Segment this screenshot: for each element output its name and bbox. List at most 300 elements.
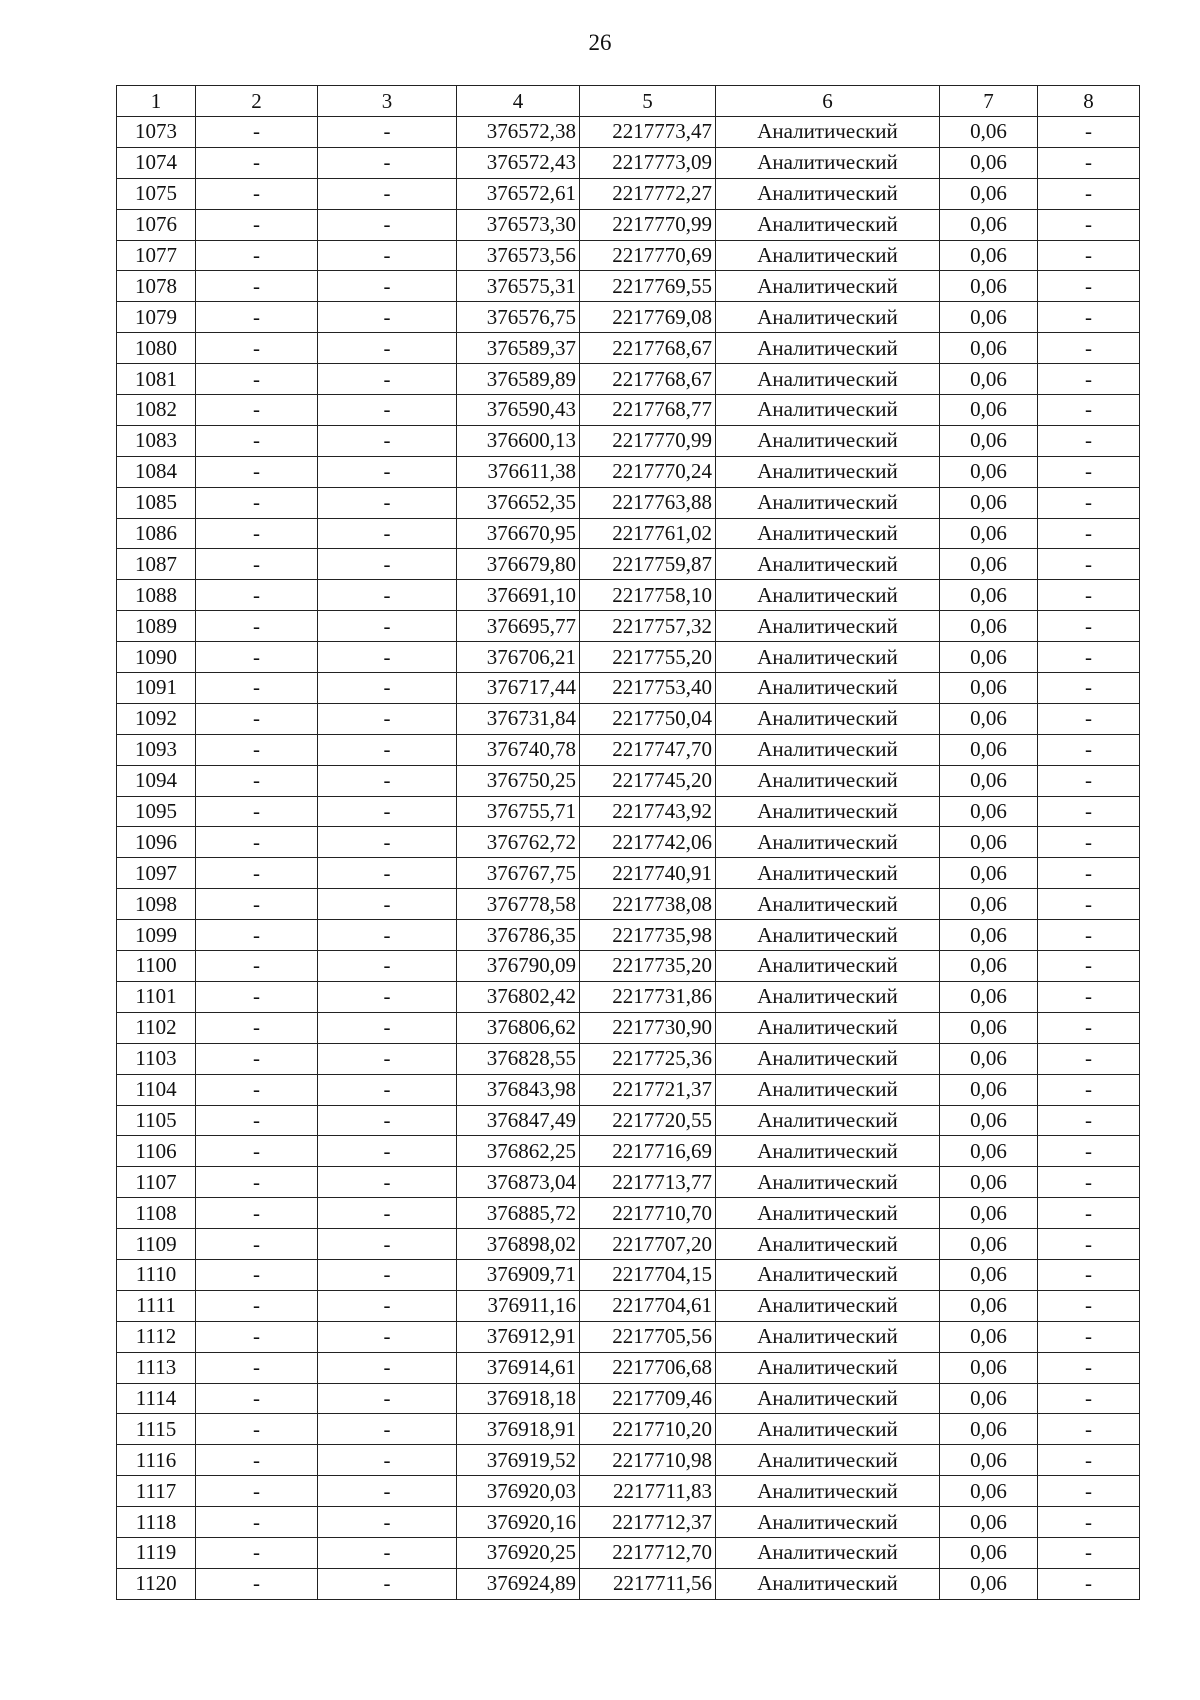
table-cell-col-7: 0,06 [940,487,1038,518]
table-cell-col-4: 376706,21 [457,642,580,673]
table-cell-col-7: 0,06 [940,1476,1038,1507]
table-cell-col-6: Аналитический [716,1229,940,1260]
table-cell-col-8: - [1038,1321,1140,1352]
column-header-8: 8 [1038,86,1140,117]
table-cell-col-8: - [1038,456,1140,487]
table-cell-col-5: 2217716,69 [580,1136,716,1167]
table-cell-col-8: - [1038,981,1140,1012]
table-cell-col-7: 0,06 [940,178,1038,209]
table-cell-col-6: Аналитический [716,395,940,426]
table-cell-col-7: 0,06 [940,395,1038,426]
table-cell-col-6: Аналитический [716,734,940,765]
table-header [117,86,1140,117]
table-cell-col-8: - [1038,1136,1140,1167]
table-cell-col-5: 2217707,20 [580,1229,716,1260]
table-cell-col-7: 0,06 [940,1383,1038,1414]
table-cell-col-1: 1097 [117,858,196,889]
table-cell-col-5: 2217770,69 [580,240,716,271]
table-row [117,1476,1140,1507]
table-cell-col-5: 2217713,77 [580,1167,716,1198]
table-cell-col-6: Аналитический [716,580,940,611]
table-cell-col-6: Аналитический [716,951,940,982]
table-cell-col-1: 1100 [117,951,196,982]
table-cell-col-1: 1106 [117,1136,196,1167]
table-cell-col-2: - [196,951,318,982]
table-row [117,271,1140,302]
table-cell-col-4: 376652,35 [457,487,580,518]
table-cell-col-6: Аналитический [716,611,940,642]
table-cell-col-5: 2217743,92 [580,796,716,827]
table-cell-col-3: - [318,364,457,395]
column-header-5: 5 [580,86,716,117]
table-cell-col-2: - [196,1105,318,1136]
table-cell-col-6: Аналитический [716,827,940,858]
table-cell-col-6: Аналитический [716,117,940,148]
table-cell-col-1: 1080 [117,333,196,364]
table-cell-col-2: - [196,642,318,673]
table-cell-col-6: Аналитический [716,920,940,951]
table-cell-col-1: 1073 [117,117,196,148]
table-cell-col-2: - [196,147,318,178]
table-cell-col-7: 0,06 [940,889,1038,920]
table-cell-col-2: - [196,889,318,920]
table-row [117,302,1140,333]
table-cell-col-5: 2217770,24 [580,456,716,487]
table-cell-col-7: 0,06 [940,1043,1038,1074]
table-row [117,1414,1140,1445]
table-cell-col-3: - [318,611,457,642]
table-cell-col-8: - [1038,1290,1140,1321]
table-cell-col-8: - [1038,1259,1140,1290]
table-cell-col-6: Аналитический [716,858,940,889]
table-cell-col-4: 376679,80 [457,549,580,580]
table-cell-col-1: 1088 [117,580,196,611]
table-row [117,1043,1140,1074]
table-cell-col-2: - [196,1198,318,1229]
table-cell-col-6: Аналитический [716,178,940,209]
table-cell-col-7: 0,06 [940,1352,1038,1383]
table-row [117,1136,1140,1167]
table-cell-col-4: 376572,43 [457,147,580,178]
table-cell-col-5: 2217773,09 [580,147,716,178]
table-cell-col-3: - [318,549,457,580]
table-cell-col-2: - [196,240,318,271]
table-row [117,456,1140,487]
table-cell-col-4: 376790,09 [457,951,580,982]
table-cell-col-4: 376576,75 [457,302,580,333]
table-cell-col-4: 376898,02 [457,1229,580,1260]
table-cell-col-5: 2217735,98 [580,920,716,951]
table-cell-col-4: 376670,95 [457,518,580,549]
column-header-3: 3 [318,86,457,117]
table-cell-col-4: 376590,43 [457,395,580,426]
table-cell-col-2: - [196,1136,318,1167]
coordinates-table [116,85,1140,1600]
table-row [117,889,1140,920]
table-cell-col-6: Аналитический [716,209,940,240]
table-cell-col-8: - [1038,1167,1140,1198]
table-cell-col-4: 376920,03 [457,1476,580,1507]
table-row [117,734,1140,765]
table-cell-col-1: 1120 [117,1568,196,1599]
table-cell-col-1: 1115 [117,1414,196,1445]
table-cell-col-3: - [318,1105,457,1136]
table-cell-col-6: Аналитический [716,1383,940,1414]
table-cell-col-6: Аналитический [716,1321,940,1352]
table-cell-col-1: 1118 [117,1507,196,1538]
table-cell-col-7: 0,06 [940,147,1038,178]
table-cell-col-4: 376843,98 [457,1074,580,1105]
table-cell-col-1: 1081 [117,364,196,395]
table-cell-col-3: - [318,889,457,920]
table-cell-col-5: 2217710,20 [580,1414,716,1445]
table-cell-col-2: - [196,734,318,765]
table-cell-col-1: 1093 [117,734,196,765]
table-cell-col-7: 0,06 [940,117,1038,148]
table-cell-col-4: 376778,58 [457,889,580,920]
table-cell-col-8: - [1038,271,1140,302]
table-row [117,673,1140,704]
table-cell-col-5: 2217750,04 [580,703,716,734]
table-cell-col-5: 2217755,20 [580,642,716,673]
table-cell-col-7: 0,06 [940,518,1038,549]
table-cell-col-3: - [318,580,457,611]
table-cell-col-5: 2217745,20 [580,765,716,796]
table-cell-col-8: - [1038,518,1140,549]
table-cell-col-6: Аналитический [716,1445,940,1476]
column-header-1: 1 [117,86,196,117]
table-row [117,1229,1140,1260]
table-cell-col-4: 376828,55 [457,1043,580,1074]
table-cell-col-3: - [318,951,457,982]
table-cell-col-6: Аналитический [716,1043,940,1074]
table-cell-col-3: - [318,1167,457,1198]
table-cell-col-8: - [1038,734,1140,765]
table-cell-col-2: - [196,920,318,951]
table-cell-col-6: Аналитический [716,765,940,796]
table-cell-col-7: 0,06 [940,1136,1038,1167]
table-cell-col-3: - [318,642,457,673]
table-cell-col-1: 1082 [117,395,196,426]
table-cell-col-2: - [196,271,318,302]
table-cell-col-3: - [318,178,457,209]
table-cell-col-6: Аналитический [716,271,940,302]
table-cell-col-7: 0,06 [940,425,1038,456]
table-row [117,1259,1140,1290]
table-cell-col-7: 0,06 [940,364,1038,395]
table-cell-col-8: - [1038,1445,1140,1476]
table-cell-col-2: - [196,1507,318,1538]
table-cell-col-3: - [318,827,457,858]
table-cell-col-5: 2217704,61 [580,1290,716,1321]
table-cell-col-8: - [1038,1507,1140,1538]
table-cell-col-2: - [196,209,318,240]
table-cell-col-8: - [1038,549,1140,580]
table-row [117,178,1140,209]
table-cell-col-5: 2217768,67 [580,364,716,395]
table-cell-col-4: 376918,18 [457,1383,580,1414]
table-cell-col-2: - [196,333,318,364]
table-cell-col-8: - [1038,1105,1140,1136]
table-cell-col-2: - [196,395,318,426]
table-cell-col-8: - [1038,920,1140,951]
table-cell-col-1: 1102 [117,1012,196,1043]
table-cell-col-3: - [318,1198,457,1229]
table-cell-col-6: Аналитический [716,889,940,920]
table-cell-col-3: - [318,1383,457,1414]
page-number: 26 [588,30,612,55]
table-cell-col-1: 1096 [117,827,196,858]
table-row [117,395,1140,426]
column-header-7: 7 [940,86,1038,117]
table-cell-col-5: 2217704,15 [580,1259,716,1290]
table-cell-col-3: - [318,147,457,178]
table-cell-col-2: - [196,580,318,611]
table-cell-col-7: 0,06 [940,673,1038,704]
table-cell-col-7: 0,06 [940,611,1038,642]
table-cell-col-3: - [318,1012,457,1043]
table-cell-col-1: 1099 [117,920,196,951]
table-cell-col-6: Аналитический [716,673,940,704]
table-cell-col-7: 0,06 [940,858,1038,889]
table-cell-col-7: 0,06 [940,796,1038,827]
table-cell-col-7: 0,06 [940,209,1038,240]
table-cell-col-6: Аналитический [716,487,940,518]
table-cell-col-3: - [318,1136,457,1167]
table-body [117,117,1140,1600]
table-row [117,147,1140,178]
table-cell-col-7: 0,06 [940,1167,1038,1198]
table-row [117,117,1140,148]
table-cell-col-2: - [196,673,318,704]
table-cell-col-7: 0,06 [940,1198,1038,1229]
table-cell-col-2: - [196,1229,318,1260]
table-row [117,240,1140,271]
table-row [117,1568,1140,1599]
table-cell-col-3: - [318,1537,457,1568]
table-cell-col-2: - [196,302,318,333]
table-cell-col-1: 1110 [117,1259,196,1290]
table-cell-col-6: Аналитический [716,425,940,456]
table-cell-col-5: 2217712,70 [580,1537,716,1568]
table-cell-col-7: 0,06 [940,1105,1038,1136]
table-cell-col-8: - [1038,209,1140,240]
table-cell-col-6: Аналитический [716,703,940,734]
table-cell-col-6: Аналитический [716,1167,940,1198]
table-cell-col-3: - [318,1229,457,1260]
table-cell-col-2: - [196,1012,318,1043]
table-cell-col-5: 2217759,87 [580,549,716,580]
table-cell-col-2: - [196,1414,318,1445]
table-cell-col-4: 376575,31 [457,271,580,302]
table-cell-col-7: 0,06 [940,1507,1038,1538]
table-cell-col-6: Аналитический [716,364,940,395]
table-cell-col-6: Аналитический [716,333,940,364]
table-cell-col-1: 1098 [117,889,196,920]
table-cell-col-2: - [196,425,318,456]
table-cell-col-7: 0,06 [940,240,1038,271]
table-row [117,920,1140,951]
table-cell-col-6: Аналитический [716,1136,940,1167]
column-header-4: 4 [457,86,580,117]
table-cell-col-7: 0,06 [940,302,1038,333]
table-row [117,1321,1140,1352]
table-cell-col-3: - [318,1352,457,1383]
table-row [117,858,1140,889]
table-cell-col-1: 1084 [117,456,196,487]
table-cell-col-5: 2217770,99 [580,209,716,240]
table-cell-col-2: - [196,1445,318,1476]
table-cell-col-5: 2217768,67 [580,333,716,364]
table-cell-col-2: - [196,796,318,827]
table-cell-col-4: 376691,10 [457,580,580,611]
table-cell-col-8: - [1038,333,1140,364]
table-cell-col-6: Аналитический [716,518,940,549]
table-cell-col-7: 0,06 [940,1445,1038,1476]
table-cell-col-8: - [1038,302,1140,333]
table-cell-col-4: 376695,77 [457,611,580,642]
table-cell-col-2: - [196,1074,318,1105]
table-cell-col-8: - [1038,1383,1140,1414]
table-cell-col-3: - [318,1043,457,1074]
table-cell-col-8: - [1038,1229,1140,1260]
table-row [117,518,1140,549]
table-cell-col-8: - [1038,1568,1140,1599]
table-cell-col-5: 2217740,91 [580,858,716,889]
table-cell-col-3: - [318,1074,457,1105]
table-cell-col-3: - [318,518,457,549]
table-cell-col-1: 1103 [117,1043,196,1074]
table-cell-col-1: 1119 [117,1537,196,1568]
table-cell-col-3: - [318,765,457,796]
table-cell-col-5: 2217735,20 [580,951,716,982]
table-cell-col-5: 2217747,70 [580,734,716,765]
table-cell-col-6: Аналитический [716,1198,940,1229]
table-cell-col-6: Аналитический [716,1507,940,1538]
table-cell-col-3: - [318,1568,457,1599]
table-cell-col-1: 1089 [117,611,196,642]
table-cell-col-3: - [318,1414,457,1445]
table-cell-col-3: - [318,302,457,333]
table-cell-col-7: 0,06 [940,703,1038,734]
table-cell-col-1: 1087 [117,549,196,580]
table-row [117,487,1140,518]
table-cell-col-7: 0,06 [940,1229,1038,1260]
table-cell-col-8: - [1038,951,1140,982]
table-row [117,981,1140,1012]
table-cell-col-4: 376786,35 [457,920,580,951]
table-cell-col-1: 1092 [117,703,196,734]
table-row [117,1105,1140,1136]
table-cell-col-1: 1114 [117,1383,196,1414]
table-cell-col-5: 2217753,40 [580,673,716,704]
table-cell-col-8: - [1038,858,1140,889]
table-cell-col-2: - [196,1321,318,1352]
table-cell-col-1: 1094 [117,765,196,796]
table-cell-col-6: Аналитический [716,1012,940,1043]
table-cell-col-5: 2217730,90 [580,1012,716,1043]
table-cell-col-4: 376919,52 [457,1445,580,1476]
table-cell-col-1: 1113 [117,1352,196,1383]
table-cell-col-4: 376589,89 [457,364,580,395]
table-cell-col-6: Аналитический [716,302,940,333]
table-cell-col-8: - [1038,611,1140,642]
table-cell-col-4: 376717,44 [457,673,580,704]
table-cell-col-6: Аналитический [716,147,940,178]
table-cell-col-8: - [1038,240,1140,271]
table-row [117,1167,1140,1198]
table-cell-col-2: - [196,364,318,395]
table-cell-col-3: - [318,1290,457,1321]
table-row [117,364,1140,395]
table-cell-col-5: 2217757,32 [580,611,716,642]
table-cell-col-4: 376806,62 [457,1012,580,1043]
table-cell-col-1: 1107 [117,1167,196,1198]
table-cell-col-5: 2217770,99 [580,425,716,456]
table-cell-col-5: 2217721,37 [580,1074,716,1105]
table-cell-col-5: 2217769,08 [580,302,716,333]
table-cell-col-4: 376847,49 [457,1105,580,1136]
table-cell-col-1: 1091 [117,673,196,704]
table-cell-col-3: - [318,796,457,827]
table-cell-col-1: 1085 [117,487,196,518]
table-cell-col-3: - [318,673,457,704]
table-cell-col-6: Аналитический [716,549,940,580]
table-cell-col-8: - [1038,1043,1140,1074]
table-cell-col-7: 0,06 [940,1414,1038,1445]
table-cell-col-2: - [196,549,318,580]
table-cell-col-1: 1105 [117,1105,196,1136]
table-cell-col-4: 376755,71 [457,796,580,827]
table-cell-col-4: 376912,91 [457,1321,580,1352]
table-cell-col-3: - [318,271,457,302]
table-cell-col-5: 2217705,56 [580,1321,716,1352]
table-cell-col-3: - [318,425,457,456]
table-cell-col-8: - [1038,673,1140,704]
table-cell-col-8: - [1038,1537,1140,1568]
table-cell-col-1: 1095 [117,796,196,827]
table-cell-col-7: 0,06 [940,549,1038,580]
table-cell-col-7: 0,06 [940,981,1038,1012]
table-cell-col-8: - [1038,580,1140,611]
table-cell-col-3: - [318,117,457,148]
table-cell-col-3: - [318,395,457,426]
table-cell-col-1: 1104 [117,1074,196,1105]
table-cell-col-8: - [1038,1476,1140,1507]
table-cell-col-5: 2217763,88 [580,487,716,518]
table-cell-col-1: 1112 [117,1321,196,1352]
table-cell-col-3: - [318,1507,457,1538]
table-cell-col-4: 376740,78 [457,734,580,765]
table-cell-col-5: 2217712,37 [580,1507,716,1538]
table-cell-col-4: 376924,89 [457,1568,580,1599]
table-cell-col-6: Аналитический [716,1537,940,1568]
table-cell-col-5: 2217711,56 [580,1568,716,1599]
table-cell-col-4: 376762,72 [457,827,580,858]
table-cell-col-2: - [196,827,318,858]
table-cell-col-1: 1083 [117,425,196,456]
table-row [117,1198,1140,1229]
table-cell-col-5: 2217761,02 [580,518,716,549]
table-cell-col-3: - [318,1445,457,1476]
table-cell-col-4: 376873,04 [457,1167,580,1198]
table-cell-col-2: - [196,1352,318,1383]
table-cell-col-3: - [318,703,457,734]
table-cell-col-2: - [196,1043,318,1074]
table-cell-col-8: - [1038,1074,1140,1105]
table-cell-col-3: - [318,487,457,518]
table-cell-col-7: 0,06 [940,1537,1038,1568]
